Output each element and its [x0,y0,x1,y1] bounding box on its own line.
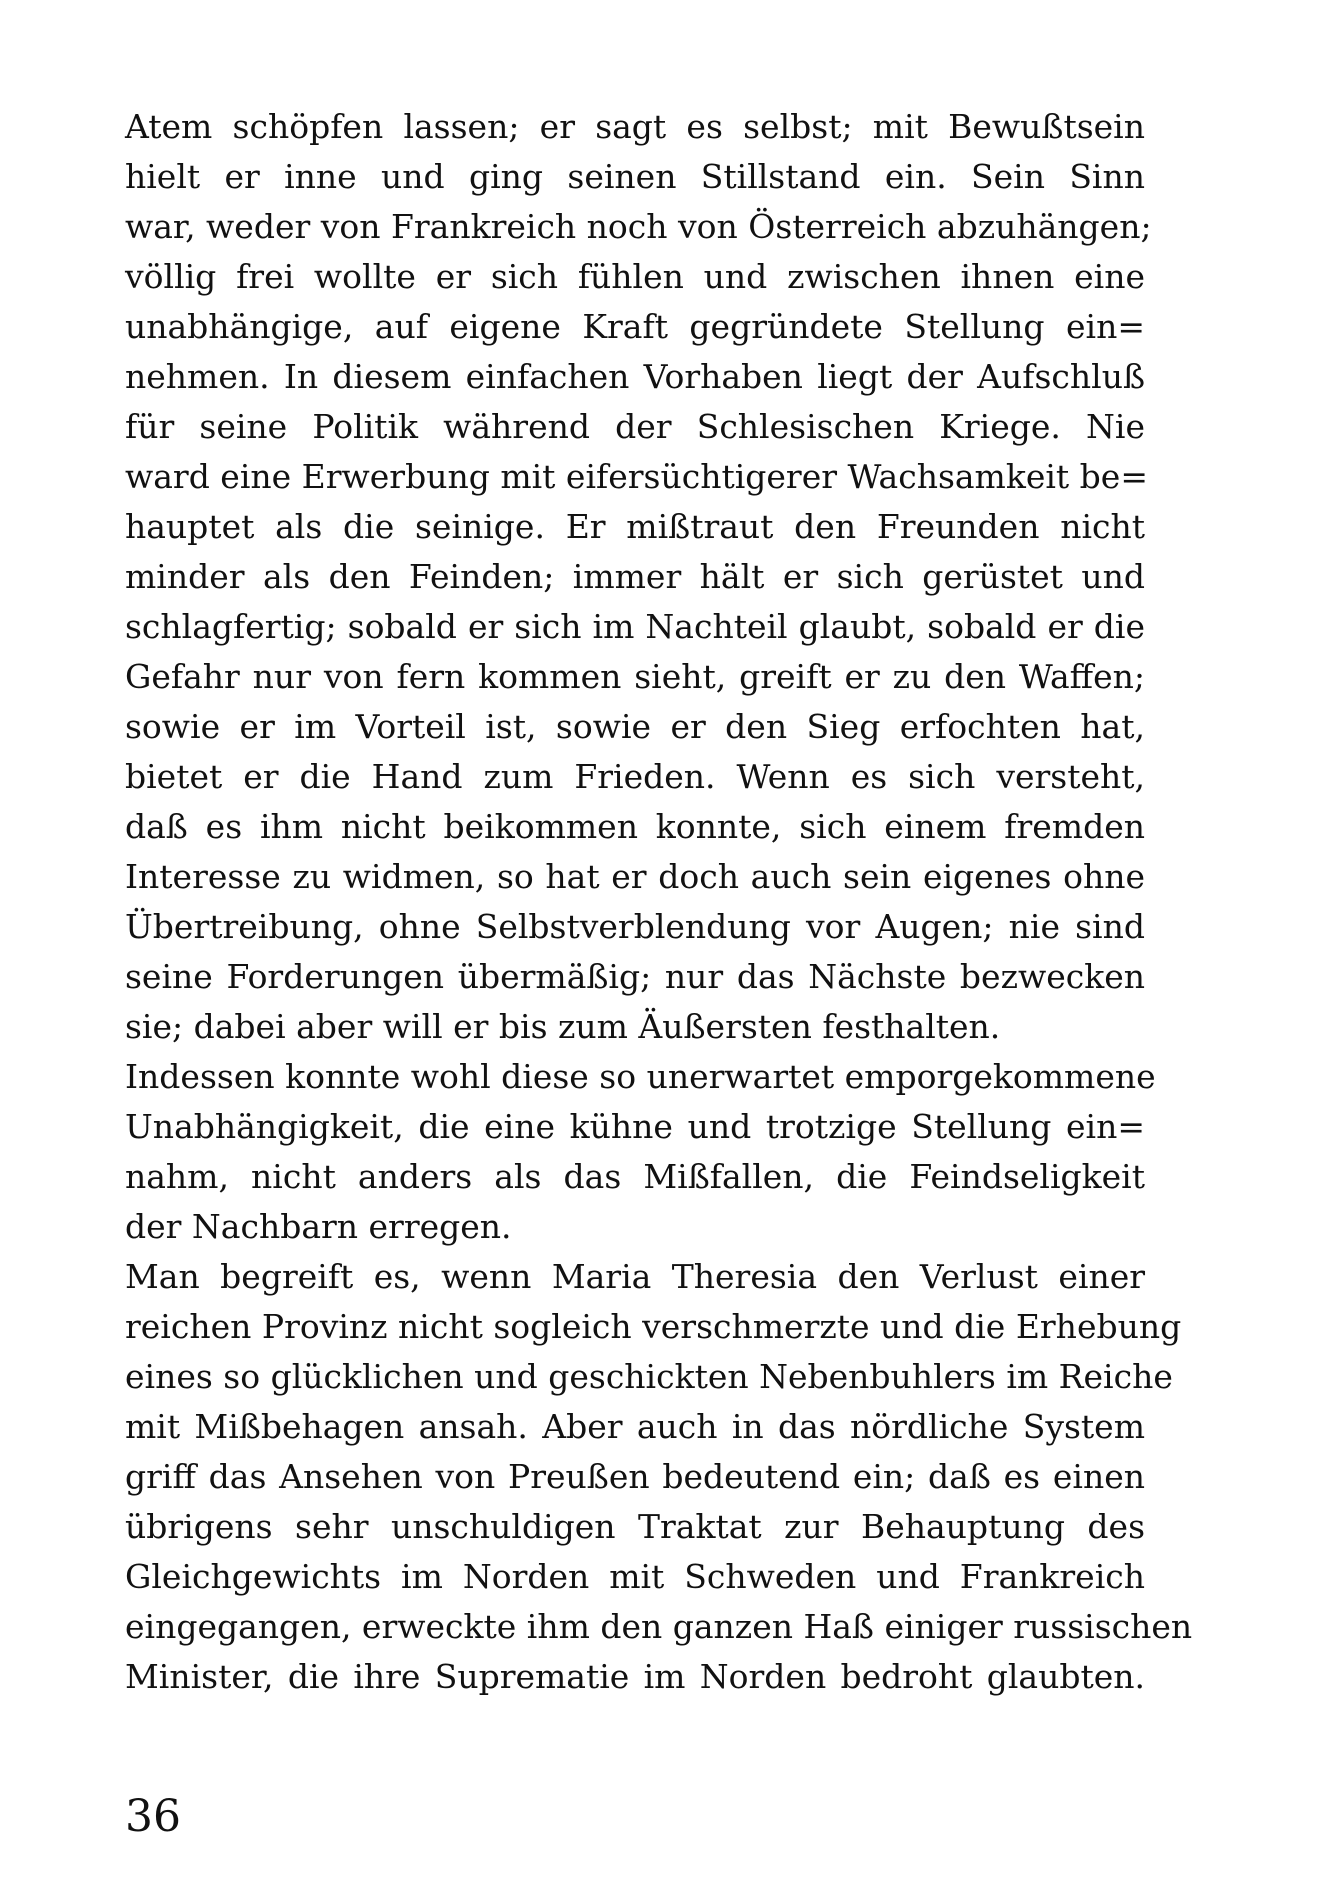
text-line: sie; dabei aber will er bis zum Äußersten festhalten. [125,1007,1001,1046]
text-line: war, weder von Frankreich noch von Österreich abzuhängen; [125,207,1152,246]
text-line: der Nachbarn erregen. [125,1207,512,1246]
text-line: Interesse zu widmen, so hat er doch auch sein eigenes ohne [125,857,1145,896]
page-number: 36 [125,1791,181,1842]
text-line: mit Mißbehagen ansah. Aber auch in das nördliche System [125,1407,1145,1446]
body-text [125,102,1193,1702]
text-line: griff das Ansehen von Preußen bedeutend ein; daß es einen [125,1457,1145,1496]
text-line: übrigens sehr unschuldigen Traktat zur Behauptung des [125,1507,1145,1546]
text-line: schlagfertig; sobald er sich im Nachteil glaubt, sobald er die [125,607,1145,646]
text-line: sowie er im Vorteil ist, sowie er den Sieg erfochten hat, [125,707,1145,746]
text-line: Minister, die ihre Suprematie im Norden bedroht glaubten. [125,1657,1145,1696]
paragraph-1 [125,102,1152,1052]
text-line: hauptet als die seinige. Er mißtraut den Freunden nicht [125,507,1145,546]
text-line: Übertreibung, ohne Selbstverblendung vor Augen; nie sind [125,907,1145,946]
text-line: völlig frei wollte er sich fühlen und zwischen ihnen eine [125,257,1145,296]
text-line: bietet er die Hand zum Frieden. Wenn es sich versteht, [125,757,1145,796]
paragraph-3 [125,1252,1193,1702]
text-line: unabhängige, auf eigene Kraft gegründete Stellung ein= [125,307,1145,346]
text-line: eines so glücklichen und geschickten Nebenbuhlers im Reiche [125,1357,1173,1396]
text-line: Gleichgewichts im Norden mit Schweden und Frankreich [125,1557,1145,1596]
paragraph-2 [125,1052,1156,1252]
text-line: hielt er inne und ging seinen Stillstand ein. Sein Sinn [125,157,1145,196]
text-line: seine Forderungen übermäßig; nur das Nächste bezwecken [125,957,1145,996]
text-line: für seine Politik während der Schlesischen Kriege. Nie [125,407,1145,446]
text-line: ward eine Erwerbung mit eifersüchtigerer Wachsamkeit be= [125,457,1148,496]
text-line: Man begreift es, wenn Maria Theresia den Verlust einer [125,1257,1145,1296]
text-line: minder als den Feinden; immer hält er sich gerüstet und [125,557,1145,596]
text-line: Gefahr nur von fern kommen sieht, greift er zu den Waffen; [125,657,1145,696]
text-line: Indessen konnte wohl diese so unerwartet emporgekommene [125,1057,1156,1096]
text-line: reichen Provinz nicht sogleich verschmerzte und die Erhebung [125,1307,1182,1346]
text-line: nahm, nicht anders als das Mißfallen, die Feindseligkeit [125,1157,1145,1196]
text-line: eingegangen, erweckte ihm den ganzen Haß einiger russischen [125,1607,1193,1646]
text-line: daß es ihm nicht beikommen konnte, sich einem fremden [125,807,1145,846]
text-line: nehmen. In diesem einfachen Vorhaben liegt der Aufschluß [125,357,1145,396]
text-line: Atem schöpfen lassen; er sagt es selbst; mit Bewußtsein [125,107,1145,146]
text-line: Unabhängigkeit, die eine kühne und trotzige Stellung ein= [125,1107,1145,1146]
